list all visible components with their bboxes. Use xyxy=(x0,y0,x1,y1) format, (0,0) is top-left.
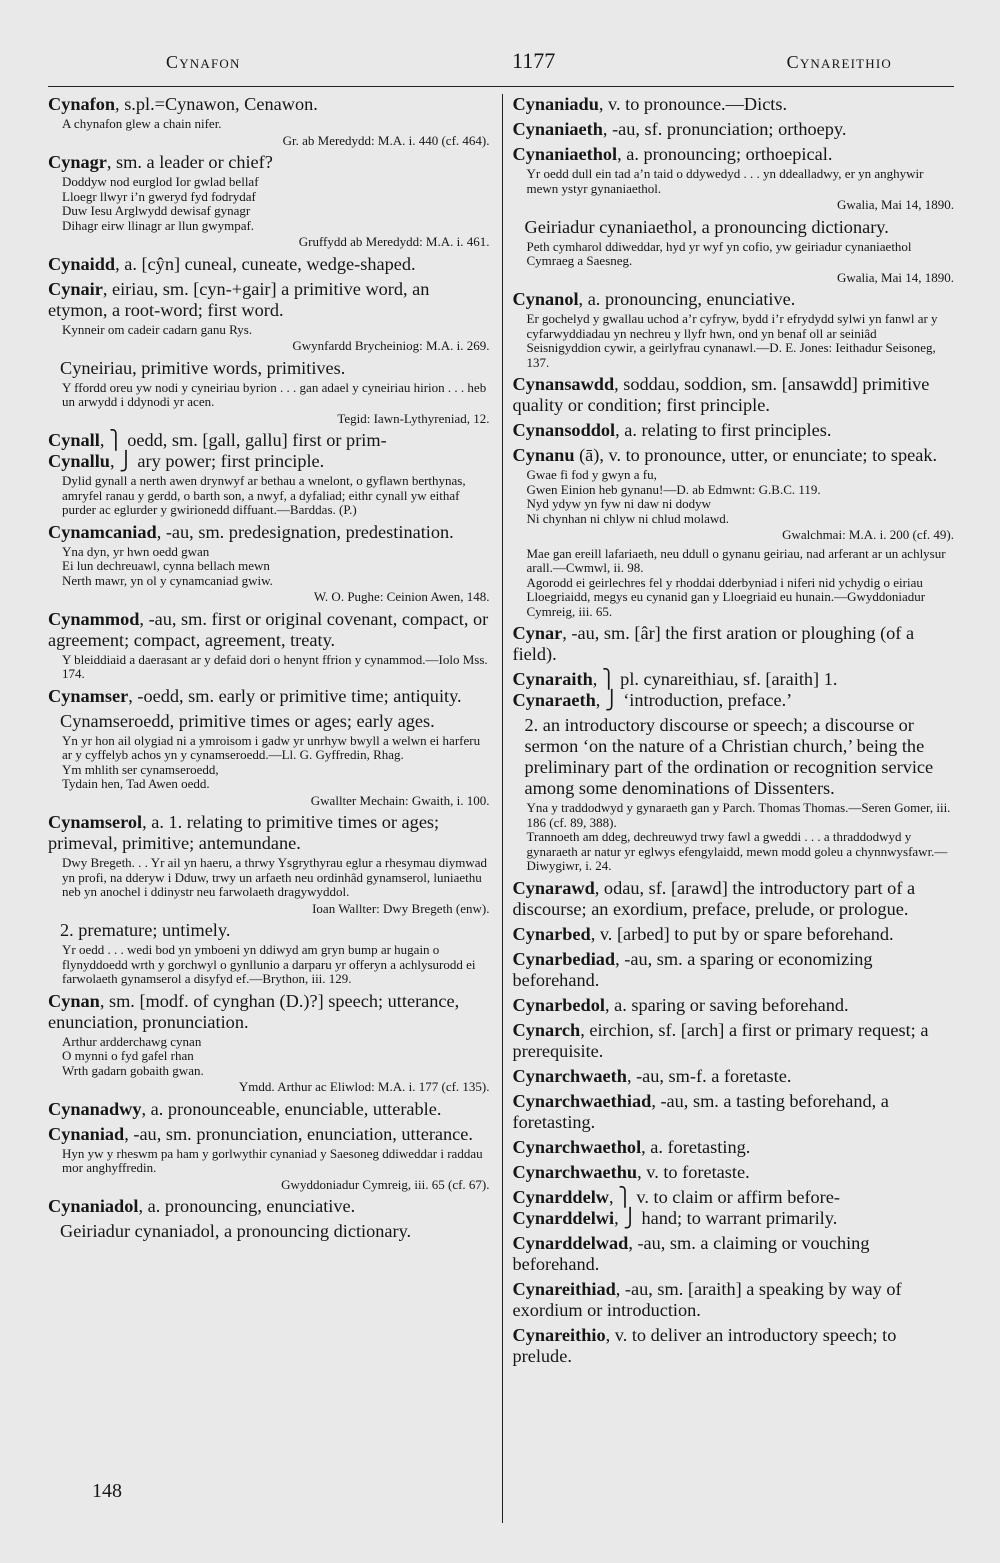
definition-text: , ⎫ pl. cynareithiau, sf. [araith] 1. xyxy=(592,669,838,689)
definition-text: , sm. a leader or chief? xyxy=(106,152,273,172)
definition-text: , -oedd, sm. early or primitive time; antiquity. xyxy=(128,685,462,706)
dictionary-entry xyxy=(513,1233,955,1275)
headword: Cynallu xyxy=(48,451,110,471)
definition xyxy=(513,144,955,165)
citation-line: Nerth mawr, yn ol y cynamcaniad gwiw. xyxy=(62,572,273,588)
definition xyxy=(513,374,955,416)
citation-line: Yr oedd dull ein tad a’n taid o ddywedyd . . . yn ddealladwy, er yn anghywir mewn ystyr gynaniaethol. xyxy=(526,166,924,196)
definition-text: , v. to deliver an introductory speech; to prelude. xyxy=(512,1324,897,1366)
definition-text: , s.pl.=Cynawon, Cenawon. xyxy=(115,94,318,114)
dictionary-entry xyxy=(513,1066,955,1087)
headword: Cynaniad xyxy=(48,1123,125,1144)
dictionary-entry xyxy=(48,358,490,427)
dictionary-entry xyxy=(513,949,955,991)
citation-line: Yr oedd . . . wedi bod yn ymboeni yn ddiwyd am gryn bump ar hugain o flynyddoedd wrth y gorchwyl o gynllunio a darparu yr offeryn a achlysurodd ei farwolaeth gynamserol a disyfyd ef.—Brython, iii. 129. xyxy=(62,942,476,986)
dictionary-entry xyxy=(513,669,955,711)
citation-source: Gwallter Mechain: Gwaith, i. 100. xyxy=(310,792,490,808)
citation-source: Ymdd. Arthur ac Eliwlod: M.A. i. 177 (cf. 135). xyxy=(238,1079,490,1094)
dictionary-entry xyxy=(513,1279,955,1321)
definition xyxy=(513,119,955,140)
citation-source: Gwynfardd Brycheiniog: M.A. i. 269. xyxy=(292,338,490,353)
definition xyxy=(513,1325,955,1367)
headword: Cynagr xyxy=(48,152,107,172)
definition-text: , v. to foretaste. xyxy=(637,1161,750,1182)
citation-line: Ei lun dechreuawl, cynna bellach mewn xyxy=(62,558,270,573)
definition-text: , -au, sm. a sparing or economizing beforehand. xyxy=(512,948,873,990)
definition xyxy=(513,1020,955,1062)
headword: Cynaraeth xyxy=(512,690,596,710)
headword: Cynarddelwad xyxy=(512,1232,629,1253)
headword: Cynanu xyxy=(512,445,575,465)
header-left-word: Cynafon xyxy=(166,52,241,72)
headword: Cynall xyxy=(48,430,100,450)
dictionary-entry xyxy=(513,94,955,115)
headword: Cynaniaeth xyxy=(512,119,603,139)
definition xyxy=(513,289,955,310)
definition-text: , -au, sm. predesignation, predestination. xyxy=(156,521,454,542)
citation-line: Dylid gynall a nerth awen drynwyf ar bethau a wnelont, o gyflawn berthynas, amryfel ranau y gerdd, o barth son, a nwyf, a dyfaliad; eithr cynall yw eithaf purder ac eglurder y gwirionedd diffuant.—Barddas. (P.) xyxy=(62,473,466,517)
headword: Cynareithio xyxy=(512,1324,606,1345)
citation-source: Ioan Wallter: Dwy Bregeth (enw). xyxy=(312,900,490,916)
dictionary-entry xyxy=(48,152,490,250)
page-number: 1177 xyxy=(512,48,556,73)
headword: Cynaniaethol xyxy=(512,144,618,164)
signature-mark: 148 xyxy=(92,1480,122,1502)
columns xyxy=(48,94,954,1523)
citation-line: Trannoeth am ddeg, dechreuwyd trwy fawl a gweddi . . . a thraddodwyd y gynaraeth ar natur yr eglwys efengylaidd, mewn modd goleu a chynnwysfawr.—Diwygiwr, i. 24. xyxy=(526,829,948,873)
definition-text: , ⎭ ary power; first principle. xyxy=(109,451,325,471)
citation xyxy=(62,175,490,233)
definition-text: , v. to pronounce.—Dicts. xyxy=(598,94,788,114)
definition xyxy=(513,669,955,690)
definition xyxy=(513,1137,955,1158)
definition xyxy=(513,623,955,665)
definition-text: (ā), v. to pronounce, utter, or enunciate; to speak. xyxy=(574,445,938,465)
dictionary-entry xyxy=(48,254,490,275)
dictionary-entry xyxy=(513,1020,955,1062)
citation xyxy=(527,240,955,269)
dictionary-entry xyxy=(48,430,490,518)
definition-text: , a. sparing or saving beforehand. xyxy=(604,994,849,1015)
definition xyxy=(513,995,955,1016)
header-rule xyxy=(48,86,954,87)
definition-text: , a. pronouncing, enunciative. xyxy=(138,1196,356,1216)
definition xyxy=(48,991,490,1033)
citation-line: Arthur ardderchawg cynan xyxy=(62,1033,202,1049)
definition-text: , -au, sm. pronunciation, enunciation, utterance. xyxy=(124,1123,473,1144)
dictionary-entry xyxy=(48,94,490,148)
definition xyxy=(513,1279,955,1321)
dictionary-entry xyxy=(48,812,490,916)
definition xyxy=(513,690,955,711)
definition-text: , a. pronounceable, enunciable, utterable. xyxy=(141,1098,442,1119)
citation-line: Yna y traddodwyd y gynaraeth gan y Parch. Thomas Thomas.—Seren Gomer, iii. 186 (cf. 89, 388). xyxy=(526,800,951,830)
definition-text: , eiriau, sm. [cyn-+gair] a primitive word, an etymon, a root-word; first word. xyxy=(48,278,430,320)
definition-text: , v. [arbed] to put by or spare beforehand. xyxy=(590,923,894,944)
headword: Cynansoddol xyxy=(512,420,616,440)
definition-text: , -au, sf. pronunciation; orthoepy. xyxy=(602,119,847,139)
headword: Cynaidd xyxy=(48,253,116,274)
dictionary-entry xyxy=(513,1325,955,1367)
headword: Cynaniadu xyxy=(512,94,599,114)
definition xyxy=(48,279,490,321)
dictionary-entry xyxy=(513,715,955,874)
right-column xyxy=(502,94,955,1523)
dictionary-entry xyxy=(513,1162,955,1183)
citation-line: Mae gan ereill lafariaeth, neu ddull o gynanu geiriau, nad arferant ar un achlysur arall.—Cwmwl, ii. 98. xyxy=(526,545,946,575)
citation-line: A chynafon glew a chain nifer. xyxy=(62,116,222,131)
headword: Cynammod xyxy=(48,608,140,629)
citation-line: Ni chynhan ni chlyw ni chlud molawd. xyxy=(526,510,730,526)
citation-line: Duw Iesu Arglwydd dewisaf gynagr xyxy=(62,203,251,218)
citation xyxy=(62,1147,490,1176)
definition-text: , ⎭ hand; to warrant primarily. xyxy=(614,1207,838,1228)
definition xyxy=(513,445,955,466)
sub-definition: Cynamseroedd, primitive times or ages; early ages. xyxy=(60,710,435,731)
headword: Cynarbed xyxy=(512,923,591,944)
dictionary-entry xyxy=(48,686,490,707)
definition xyxy=(48,1124,490,1145)
dictionary-entry xyxy=(48,609,490,682)
dictionary-entry xyxy=(513,623,955,665)
citation xyxy=(527,312,955,370)
definition xyxy=(48,451,490,472)
definition xyxy=(48,1099,490,1120)
citation xyxy=(527,167,955,196)
citation-line: Agorodd ei geirlechres fel y rhoddai dderbyniad i niferi nid ychydig o eiriau Lloegriaidd, megys eu cynanid gan y Lloegriaid eu hunain.—Gwyddoniadur Cymreig, iii. 65. xyxy=(526,574,926,619)
definition-text: , soddau, soddion, sm. [ansawdd] primitive quality or condition; first principle. xyxy=(512,374,930,415)
dictionary-entry xyxy=(513,289,955,370)
sub-definition: Cyneiriau, primitive words, primitives. xyxy=(60,357,346,378)
headword: Cynarchwaeth xyxy=(512,1065,627,1086)
citation-line: Er gochelyd y gwallau uchod a’r cyfryw, bydd i’r efrydydd sylwi yn fanwl ar y cyfarwyddiadau yn nechreu y llyfr hwn, ond yn benaf oll ar seiniâd Seisnigyddion cywir, a geirlyfrau cynanawl.—D. E. Jones: Ieithadur Seisoneg, 137. xyxy=(526,311,938,370)
dictionary-entry xyxy=(48,279,490,354)
headword: Cynansawdd xyxy=(512,374,615,394)
headword: Cynamserol xyxy=(48,812,143,832)
definition xyxy=(48,686,490,707)
definition-text: , a. 1. relating to primitive times or ages; primeval, primitive; antemundane. xyxy=(48,812,440,853)
definition xyxy=(513,1091,955,1133)
citation xyxy=(527,801,955,874)
headword: Cynareithiad xyxy=(512,1278,616,1299)
dictionary-entry xyxy=(513,1187,955,1229)
definition xyxy=(513,949,955,991)
headword: Cynanol xyxy=(512,289,579,309)
citation xyxy=(62,1035,490,1079)
dictionary-entry xyxy=(513,119,955,140)
dictionary-entry xyxy=(48,920,490,987)
definition xyxy=(48,522,490,543)
citation-line: Dwy Bregeth. . . Yr ail yn haeru, a thrwy Ysgrythyrau eglur a rhesymau diymwad yn profi, na dderyw i Dduw, trwy un arfaeth neu ordinhâd gynamserol, luniaethu neb yn anochel i ddinystr neu farwolaeth dragywyddol. xyxy=(62,855,488,899)
definition-text: , odau, sf. [arawd] the introductory part of a discourse; an exordium, preface, prelude, or prologue. xyxy=(512,877,916,919)
definition xyxy=(48,152,490,173)
headword: Cynair xyxy=(48,278,103,299)
definition-text: , -au, sm. a tasting beforehand, a foretasting. xyxy=(512,1090,889,1132)
definition xyxy=(513,1066,955,1087)
definition-text: , ⎭ ‘introduction, preface.’ xyxy=(595,690,793,710)
headword: Cynafon xyxy=(48,94,116,114)
dictionary-entry xyxy=(48,1221,490,1242)
citation xyxy=(62,856,490,900)
dictionary-entry xyxy=(48,1196,490,1217)
citation xyxy=(62,117,490,132)
citation-line: Yna dyn, yr hwn oedd gwan xyxy=(62,543,210,559)
dictionary-entry xyxy=(513,1137,955,1158)
definition-text: , -au, sm. first or original covenant, compact, or agreement; compact, agreement, treaty. xyxy=(48,608,489,650)
definition xyxy=(48,1196,490,1217)
citation-source: Gr. ab Meredydd: M.A. i. 440 (cf. 464). xyxy=(282,132,490,148)
headword: Cynar xyxy=(512,623,563,643)
definition xyxy=(48,430,490,451)
definition-text: , ⎫ oedd, sm. [gall, gallu] first or prim- xyxy=(99,430,387,450)
definition-text: , -au, sm-f. a foretaste. xyxy=(626,1065,792,1086)
headword: Cynarchwaethol xyxy=(512,1136,642,1157)
citation-line: O mynni o fyd gafel rhan xyxy=(62,1048,194,1063)
dictionary-entry xyxy=(513,878,955,920)
dictionary-entry xyxy=(48,711,490,809)
dictionary-entry xyxy=(48,1099,490,1120)
headword: Cynarbediad xyxy=(512,948,616,969)
citation-line: Peth cymharol ddiweddar, hyd yr wyf yn cofio, yw geiriadur cynaniaethol Cymraeg a Saesneg. xyxy=(526,238,912,268)
citation-line: Wrth gadarn gobaith gwan. xyxy=(62,1062,204,1078)
definition xyxy=(48,812,490,854)
dictionary-entry xyxy=(513,924,955,945)
definition xyxy=(48,94,490,115)
headword: Cynaraith xyxy=(512,669,593,689)
citation-source: W. O. Pughe: Ceinion Awen, 148. xyxy=(313,589,490,604)
citation-line: Y ffordd oreu yw nodi y cyneiriau byrion . . . gan adael y cyneiriau hirion . . . heb un arwydd i ddynodi yr acen. xyxy=(62,379,487,409)
definition-text: , sm. [modf. of cynghan (D.)?] speech; utterance, enunciation, pronunciation. xyxy=(48,990,460,1032)
citation-line: Lloegr llwyr i’n gweryd fyd fodrydaf xyxy=(62,188,256,204)
left-column xyxy=(48,94,502,1523)
headword: Cynarbedol xyxy=(512,994,605,1015)
sub-definition: 2. an introductory discourse or speech; a discourse or sermon ‘on the nature of a Christian church,’ being the preliminary part of the ordination or recognition service among some denominations of Dissenters. xyxy=(524,715,934,798)
dictionary-entry xyxy=(513,547,955,620)
sub-definition: Geiriadur cynaniadol, a pronouncing dictionary. xyxy=(60,1221,412,1241)
definition xyxy=(513,1208,955,1229)
headword: Cynarch xyxy=(512,1019,581,1040)
definition-text: , a. pronouncing, enunciative. xyxy=(578,289,796,309)
citation-source: Gwyddoniadur Cymreig, iii. 65 (cf. 67). xyxy=(281,1176,490,1192)
citation-line: Doddyw nod eurglod Ior gwlad bellaf xyxy=(62,174,259,189)
definition-text: , a. relating to first principles. xyxy=(615,420,832,440)
citation xyxy=(62,545,490,589)
dictionary-entry xyxy=(513,995,955,1016)
citation xyxy=(62,734,490,792)
dictionary-entry xyxy=(513,374,955,416)
citation-source: Gwalia, Mai 14, 1890. xyxy=(837,269,954,285)
definition-text: , -au, sm. [araith] a speaking by way of exordium or introduction. xyxy=(512,1278,902,1320)
citation-source: Gwalia, Mai 14, 1890. xyxy=(837,197,954,212)
citation-line: Dihagr eirw llinagr ar llun gwympaf. xyxy=(62,217,255,233)
citation xyxy=(62,323,490,338)
citation xyxy=(527,468,955,526)
definition xyxy=(513,924,955,945)
headword: Cynarddelw xyxy=(512,1186,609,1207)
definition xyxy=(513,1233,955,1275)
citation-line: Ym mhlith ser cynamseroedd, xyxy=(62,761,219,777)
definition-text: , a. foretasting. xyxy=(641,1136,751,1157)
definition-text: , -au, sm. a claiming or vouching beforehand. xyxy=(512,1232,870,1274)
citation-line: Gwae fi fod y gwyn a fu, xyxy=(526,467,657,482)
headword: Cynaniadol xyxy=(48,1196,139,1216)
citation-source: Gruffydd ab Meredydd: M.A. i. 461. xyxy=(298,234,490,249)
definition xyxy=(513,420,955,441)
definition xyxy=(513,1187,955,1208)
citation xyxy=(527,547,955,620)
headword: Cynamser xyxy=(48,685,129,706)
headword: Cynarchwaethiad xyxy=(512,1090,652,1111)
dictionary-entry xyxy=(48,991,490,1095)
header-right-word: Cynareithio xyxy=(786,52,892,72)
citation xyxy=(62,943,490,987)
definition-text: , ⎫ v. to claim or affirm before- xyxy=(609,1186,840,1207)
definition xyxy=(513,94,955,115)
citation-line: Tydain hen, Tad Awen oedd. xyxy=(62,776,210,791)
citation-source: Tegid: Iawn-Lythyreniad, 12. xyxy=(337,410,490,426)
definition-text: , -au, sm. [âr] the first aration or ploughing (of a field). xyxy=(512,623,915,664)
page-header xyxy=(48,48,952,74)
definition-text: , a. pronouncing; orthoepical. xyxy=(617,144,833,164)
citation-line: Yn yr hon ail olygiad ni a ymroisom i gadw yr unrhyw bwyll a welwn ei harferu ar y cyffelyb achos yn y cynamseroedd.—Ll. G. Gyffredin, Rhag. xyxy=(62,732,481,762)
headword: Cynarawd xyxy=(512,877,595,898)
sub-definition: Geiriadur cynaniaethol, a pronouncing dictionary. xyxy=(524,216,889,237)
dictionary-entry xyxy=(513,445,955,543)
dictionary-entry xyxy=(48,522,490,605)
headword: Cynan xyxy=(48,990,100,1011)
headword: Cynanadwy xyxy=(48,1098,142,1119)
dictionary-entry xyxy=(48,1124,490,1193)
citation-line: Nyd ydyw yn fyw ni daw ni dodyw xyxy=(526,496,712,511)
dictionary-entry xyxy=(513,144,955,213)
citation-line: Hyn yw y rheswm pa ham y gorlwythir cynaniad y Saesoneg ddiweddar i raddau mor anghyffredin. xyxy=(62,1145,483,1175)
dictionary-entry xyxy=(513,217,955,286)
citation xyxy=(62,381,490,410)
citation-line: Y bleiddiaid a daerasant ar y defaid dori o henynt ffrion y cynammod.—Iolo Mss. 174. xyxy=(62,651,488,681)
definition xyxy=(513,1162,955,1183)
definition xyxy=(48,609,490,651)
headword: Cynamcaniad xyxy=(48,521,157,542)
definition-text: , eirchion, sf. [arch] a first or primary request; a prerequisite. xyxy=(512,1019,929,1061)
citation-line: Kynneir om cadeir cadarn ganu Rys. xyxy=(62,321,253,337)
dictionary-entry xyxy=(513,420,955,441)
citation-line: Gwen Einion heb gynanu!—D. ab Edmwnt: G.B.C. 119. xyxy=(526,481,821,497)
sub-definition: 2. premature; untimely. xyxy=(60,920,231,940)
dictionary-entry xyxy=(513,1091,955,1133)
headword: Cynarddelwi xyxy=(512,1207,615,1228)
definition xyxy=(513,878,955,920)
citation-source: Gwalchmai: M.A. i. 200 (cf. 49). xyxy=(782,527,954,542)
citation xyxy=(62,474,490,518)
headword: Cynarchwaethu xyxy=(512,1161,638,1182)
definition-text: , a. [cŷn] cuneal, cuneate, wedge-shaped. xyxy=(115,253,416,274)
definition xyxy=(48,254,490,275)
citation xyxy=(62,653,490,682)
